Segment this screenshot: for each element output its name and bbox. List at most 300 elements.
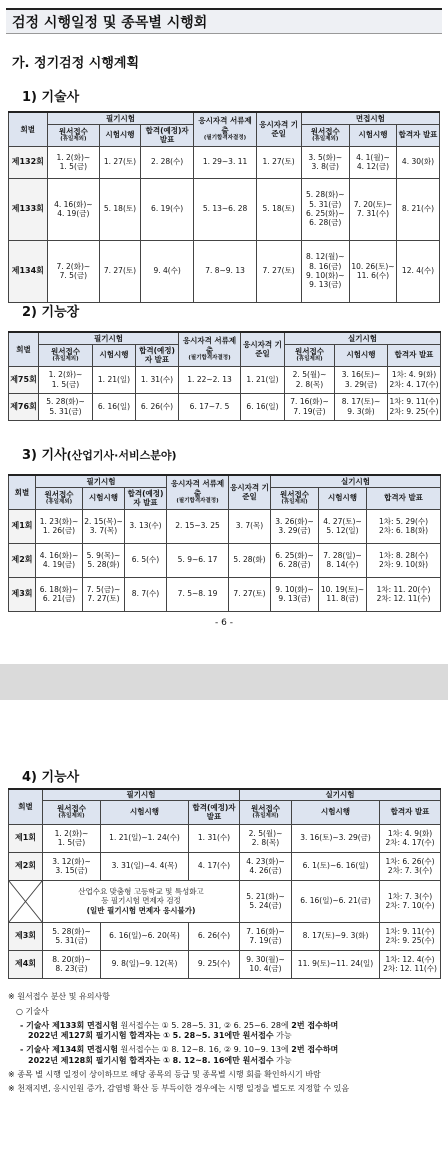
cell-p-exam — [292, 950, 380, 978]
header-p-exam: 시험시행 — [319, 487, 367, 509]
cell-apply — [43, 950, 101, 978]
schedule-table-engineer-industrial — [8, 474, 441, 612]
cell-line: 3. 31(일)~4. 4(목) — [111, 861, 178, 871]
table-row — [9, 509, 441, 543]
table-row — [9, 543, 441, 577]
cell-line: 3. 16(토)~3. 29(금) — [300, 833, 371, 843]
cell-line: 2차: 7. 10(수) — [385, 901, 435, 910]
cell-p-pass — [380, 824, 441, 852]
cell-line: 1. 27(토) — [103, 157, 137, 167]
round-cell: 제2회 — [9, 543, 36, 577]
cell-p-pass — [380, 922, 441, 950]
header-p-exam: 시험시행 — [335, 344, 388, 366]
cell-line: 10. 26(토)~ — [351, 261, 395, 271]
cell-docs — [167, 577, 229, 611]
cell-line: 6. 16(일)~6. 21(금) — [300, 896, 371, 906]
cell-line: 7. 27(토) — [87, 594, 120, 603]
header-practical: 실기시험 — [271, 475, 441, 487]
cell-line: 7. 20(토)~ — [353, 199, 393, 209]
cell-line: 3. 16(토)~ — [341, 370, 381, 380]
header-exam: 시험시행 — [83, 487, 125, 509]
cell-line: 1차: 7. 3(수) — [387, 891, 433, 901]
cell-line: 6. 19(수) — [151, 204, 184, 214]
header-basis: 응시자격 기준일 — [241, 332, 285, 366]
cell-p-exam — [319, 543, 367, 577]
cell-line: 1차: 5. 29(수) — [378, 516, 429, 526]
cell-line: 10. 4(금) — [249, 964, 282, 973]
cell-pass — [125, 509, 167, 543]
subsection-title: 가. 정기검정 시행계획 — [12, 56, 140, 71]
cell-apply — [47, 178, 100, 240]
header-p-apply: 원서접수 (휴일제외) — [301, 124, 349, 146]
cell-basis — [256, 146, 301, 178]
cell-p-exam — [292, 922, 380, 950]
cell-p-exam — [349, 240, 396, 302]
cell-line: 1. 2(화)~ — [48, 370, 83, 380]
section-title: 검정 시행일정 및 종목별 시행회 — [6, 8, 442, 34]
cell-line: 6. 18(화)~ — [39, 584, 79, 594]
cell-line: 5. 28(화) — [87, 560, 120, 569]
cell-basis — [241, 366, 285, 393]
note-bullet-134: - 기술사 제134회 면접시험 원서접수는 ① 8. 12~8. 16, ② 9. 10~9. 13에 2번 접수하며 — [20, 1045, 339, 1055]
round-cell: 제1회 — [9, 824, 43, 852]
cell-exam — [100, 240, 141, 302]
cell-line: 7. 2(화)~ — [56, 261, 91, 271]
cell-basis — [229, 509, 271, 543]
cell-line: 3. 7(목) — [89, 526, 118, 535]
cell-line: 1차: 6. 26(수) — [385, 856, 435, 866]
cell-line: 7. 5(금) — [59, 271, 88, 280]
cell-apply — [36, 577, 83, 611]
cell-line: 3. 8(금) — [311, 162, 339, 171]
page-2 — [0, 700, 448, 1162]
cell-line: 2차: 12. 11(수) — [376, 594, 431, 603]
header-written: 필기시험 — [36, 475, 167, 487]
cell-line: 9. 8(일)~9. 12(목) — [111, 959, 178, 969]
cell-line: 1. 21(일) — [246, 374, 279, 384]
cell-line: 4. 27(토)~ — [323, 516, 362, 526]
cell-line: 8. 17(토)~ — [341, 397, 381, 407]
cell-line: 2차: 12. 11(수) — [383, 964, 437, 973]
cell-apply — [43, 922, 101, 950]
table-title-master-craftsman: 2) 기능장 — [22, 305, 80, 320]
page-number: - 6 - — [215, 618, 233, 628]
cell-line: 6. 17~7. 5 — [189, 401, 230, 411]
header-practical: 실기시험 — [240, 789, 441, 800]
header-apply: 원서접수 (휴일제외) — [39, 344, 93, 366]
cell-line: 4. 26(금) — [249, 866, 282, 875]
cell-line: 1. 31(수) — [197, 833, 231, 843]
header-round: 회별 — [9, 112, 48, 146]
cell-line: 7. 27(토) — [103, 266, 137, 276]
cell-line: 1. 2(화)~ — [56, 152, 91, 162]
round-cell-crossed — [9, 880, 43, 922]
cell-line: 1. 2(화)~ — [54, 828, 89, 838]
cell-docs — [179, 393, 241, 420]
cell-line: 9. 4(수) — [153, 266, 181, 276]
cell-line: 2. 5(월)~ — [248, 828, 283, 838]
header-round: 회별 — [9, 789, 43, 824]
notes — [8, 992, 444, 1094]
cell-line: 2. 15~3. 25 — [175, 521, 220, 531]
cell-basis — [256, 240, 301, 302]
cell-line: 7. 5(금)~ — [86, 584, 121, 594]
cell-exam — [101, 852, 189, 880]
header-p-pass: 합격자 발표 — [388, 344, 441, 366]
cell-docs — [179, 366, 241, 393]
cell-basis — [229, 543, 271, 577]
cell-line: 1. 5(금) — [57, 838, 86, 847]
cell-line: 2차: 6. 18(화) — [378, 526, 429, 535]
cell-p-pass — [388, 366, 441, 393]
round-cell: 제3회 — [9, 922, 43, 950]
cell-pass — [140, 146, 194, 178]
header-docs: 응시자격 서류제출 (필기합격자결정) — [194, 112, 256, 146]
cell-line: 1. 31(수) — [140, 374, 174, 384]
cell-exam — [100, 146, 141, 178]
cell-line: 6. 5(수) — [131, 555, 160, 565]
cell-apply — [47, 240, 100, 302]
cell-line: 2. 28(수) — [151, 157, 184, 167]
cell-exam — [100, 178, 141, 240]
cell-p-apply — [301, 240, 349, 302]
round-cell: 제4회 — [9, 950, 43, 978]
header-p-exam: 시험시행 — [349, 124, 396, 146]
header-docs: 응시자격 서류제출 (필기합격자결정) — [167, 475, 229, 509]
header-p-exam: 시험시행 — [292, 800, 380, 824]
cell-line: 6. 21(금) — [42, 594, 76, 603]
table-row — [9, 240, 440, 302]
cell-line: 2차: 9. 10(화) — [378, 560, 429, 569]
cell-basis — [229, 577, 271, 611]
cell-line: 2. 8(목) — [295, 379, 324, 389]
cell-exam — [93, 393, 136, 420]
cell-basis — [256, 178, 301, 240]
special-exam-note-bold: (일반 필기시험 면제자 응시불가) — [86, 905, 196, 915]
cell-p-apply — [240, 922, 292, 950]
cell-line: 7. 16(화)~ — [290, 397, 329, 407]
cell-line: 8. 23(금) — [55, 964, 88, 973]
note-bullet-133: - 기술사 제133회 면접시험 원서접수는 ① 5. 28~5. 31, ② 6. 25~6. 28에 2번 접수하며 — [20, 1020, 339, 1030]
cell-line: 4. 16(화)~ — [54, 199, 93, 209]
cell-p-exam — [349, 146, 396, 178]
cell-line: 6. 1(토)~6. 16(일) — [302, 861, 369, 871]
cross-out-icon — [9, 881, 42, 922]
cell-p-pass — [397, 240, 440, 302]
cell-line: 9. 3(화) — [347, 406, 375, 416]
header-p-pass: 합격자 발표 — [367, 487, 441, 509]
cell-line: 3. 29(금) — [278, 526, 311, 535]
cell-pass — [189, 852, 240, 880]
cell-p-exam — [319, 509, 367, 543]
cell-line: 7. 5~8. 19 — [177, 589, 218, 599]
cell-line: 10. 19(토)~ — [320, 584, 365, 594]
table-row — [9, 366, 441, 393]
cell-p-apply — [285, 393, 335, 420]
cell-p-apply — [240, 852, 292, 880]
round-cell: 제2회 — [9, 852, 43, 880]
cell-apply — [36, 509, 83, 543]
cell-p-apply — [240, 950, 292, 978]
cell-line: 1차: 4. 9(화) — [387, 828, 433, 838]
round-cell: 제75회 — [9, 366, 39, 393]
cell-apply — [47, 146, 100, 178]
cell-line: 9. 13(금) — [309, 280, 342, 290]
note-bullet-134-line2: 2022년 제128회 필기시험 합격자는 ① 8. 12~8. 16에만 원서접수 가능 — [28, 1055, 292, 1065]
cell-p-exam — [319, 577, 367, 611]
cell-line: 7. 19(금) — [249, 936, 282, 945]
cell-exam — [101, 950, 189, 978]
cell-line: 4. 12(금) — [356, 162, 390, 171]
cell-line: 3. 26(화)~ — [275, 516, 314, 526]
cell-line: 1차: 11. 20(수) — [376, 584, 431, 594]
cell-line: 7. 27(토) — [233, 589, 266, 599]
cell-line: 3. 5(화)~ — [308, 152, 343, 162]
cell-apply — [39, 393, 93, 420]
cell-line: 6. 26(수) — [140, 401, 174, 411]
cell-line: 2차: 7. 3(수) — [387, 866, 433, 875]
table-title-craftsman: 4) 기능사 — [22, 770, 80, 785]
cell-line: 2. 15(목)~ — [84, 516, 123, 526]
cell-line: 7. 19(금) — [293, 406, 326, 416]
header-round: 회별 — [9, 475, 36, 509]
header-practical: 실기시험 — [285, 332, 441, 344]
header-basis: 응시자격 기준일 — [229, 475, 271, 509]
cell-pass — [189, 922, 240, 950]
cell-line: 2차: 9. 25(수) — [389, 406, 439, 416]
cell-line: 2차: 9. 25(수) — [385, 936, 435, 945]
header-pass: 합격(예정)자 발표 — [140, 124, 194, 146]
cell-p-pass — [397, 146, 440, 178]
cell-p-apply — [301, 178, 349, 240]
cell-line: 2. 5(월)~ — [292, 370, 327, 380]
cell-line: 9. 30(월)~ — [246, 954, 285, 964]
cell-pass — [189, 824, 240, 852]
header-p-apply: 원서접수 (휴일제외) — [240, 800, 292, 824]
cell-p-exam — [292, 824, 380, 852]
cell-line: 2. 8(목) — [251, 838, 280, 847]
cell-line: 8. 7(수) — [131, 589, 160, 599]
cell-line: 4. 16(화)~ — [39, 550, 79, 560]
cell-pass — [136, 366, 179, 393]
cell-p-apply — [271, 543, 319, 577]
cell-line: 1. 21(일) — [97, 374, 131, 384]
header-practical: 면접시험 — [301, 112, 439, 124]
round-cell: 제133회 — [9, 178, 48, 240]
cell-docs — [194, 178, 256, 240]
header-written: 필기시험 — [43, 789, 240, 800]
table-title-engineer-industrial: 3) 기사(산업기사·서비스분야) — [22, 448, 177, 463]
cell-p-apply — [271, 509, 319, 543]
cell-line: 6. 25(화)~ — [306, 209, 345, 218]
cell-apply — [39, 366, 93, 393]
cell-p-pass — [380, 852, 441, 880]
round-cell: 제1회 — [9, 509, 36, 543]
cell-basis — [241, 393, 285, 420]
cell-p-exam — [292, 852, 380, 880]
header-exam: 시험시행 — [93, 344, 136, 366]
cell-p-pass — [380, 880, 441, 922]
table-row — [9, 950, 441, 978]
cell-line: 7. 8~9. 13 — [205, 266, 245, 276]
cell-line: 1차: 4. 9(화) — [391, 370, 437, 380]
cell-line: 5. 24(금) — [249, 901, 282, 910]
cell-pass — [136, 393, 179, 420]
cell-line: 3. 12(화)~ — [52, 856, 91, 866]
special-exam-note — [43, 880, 240, 922]
cell-line: 6. 16(일) — [246, 401, 279, 411]
header-written: 필기시험 — [39, 332, 179, 344]
cell-line: 6. 26(수) — [197, 931, 231, 941]
notes-circle-item: ○ 기술사 — [16, 1006, 49, 1016]
cell-line: 7. 28(일)~ — [323, 550, 362, 560]
cell-line: 6. 16(일) — [97, 401, 131, 411]
cell-line: 5. 31(금) — [309, 199, 342, 209]
cell-p-exam — [335, 393, 388, 420]
header-docs: 응시자격 서류제출 (필기합격자결정) — [179, 332, 241, 366]
header-p-apply: 원서접수 (휴일제외) — [285, 344, 335, 366]
cell-p-pass — [380, 950, 441, 978]
cell-line: 1. 22~2. 13 — [187, 374, 232, 384]
cell-line: 4. 19(금) — [42, 560, 76, 569]
cell-line: 3. 13(수) — [129, 521, 162, 531]
cell-docs — [167, 509, 229, 543]
cell-p-exam — [292, 880, 380, 922]
cell-line: 2차: 4. 17(수) — [385, 838, 435, 847]
cell-exam — [83, 543, 125, 577]
cell-line: 6. 16(일)~6. 20(목) — [109, 931, 180, 941]
cell-line: 5. 13~6. 28 — [202, 204, 248, 214]
header-p-pass: 합격자 발표 — [397, 124, 440, 146]
cell-line: 1. 23(화)~ — [39, 516, 79, 526]
cell-docs — [167, 543, 229, 577]
round-cell: 제3회 — [9, 577, 36, 611]
cell-p-apply — [271, 577, 319, 611]
cell-pass — [125, 577, 167, 611]
cell-pass — [140, 240, 194, 302]
cell-line: 5. 31(금) — [49, 406, 82, 416]
cell-line: 6. 28(금) — [309, 218, 342, 228]
cell-line: 4. 19(금) — [57, 209, 90, 218]
note-schedule-change: ※ 천재지변, 응시인원 증가, 감염병 확산 등 부득이한 경우에는 시행 일정을 별도로 지정할 수 있음 — [8, 1083, 350, 1093]
page-gap — [0, 664, 448, 700]
cell-line: 9. 13(금) — [278, 594, 311, 603]
table-row — [9, 393, 441, 420]
cell-line: 5. 9~6. 17 — [177, 555, 218, 565]
cell-line: 5. 18(토) — [103, 204, 137, 214]
cell-p-apply — [301, 146, 349, 178]
cell-exam — [101, 824, 189, 852]
cell-line: 4. 17(수) — [197, 861, 231, 871]
cell-pass — [140, 178, 194, 240]
schedule-table-master-craftsman — [8, 331, 441, 421]
cell-line: 2차: 4. 17(수) — [389, 379, 439, 389]
notes-heading: ※ 원서접수 분산 및 유의사항 — [8, 992, 110, 1001]
cell-line: 1. 21(일)~1. 24(수) — [109, 833, 180, 843]
schedule-table-professional-engineer — [8, 111, 440, 303]
cell-docs — [194, 146, 256, 178]
cell-line: 6. 28(금) — [278, 560, 311, 569]
cell-p-pass — [388, 393, 441, 420]
cell-line: 1차: 8. 28(수) — [378, 550, 429, 560]
cell-line: 4. 30(화) — [401, 157, 435, 167]
cell-line: 1. 27(토) — [262, 157, 295, 167]
cell-line: 8. 20(화)~ — [52, 954, 91, 964]
cell-line: 8. 17(토)~9. 3(화) — [302, 931, 369, 941]
cell-line: 11. 9(토)~11. 24(일) — [297, 959, 374, 969]
cell-line: 5. 28(화)~ — [46, 397, 85, 407]
cell-line: 산업수요 맞춤형 고등학교 및 특성화고 — [78, 886, 204, 896]
cell-apply — [43, 852, 101, 880]
note-bullet-133-line2: 2022년 제127회 필기시험 합격자는 ① 5. 28~5. 31에만 원서접수 가능 — [28, 1031, 292, 1041]
header-pass: 합격(예정)자 발표 — [136, 344, 179, 366]
cell-exam — [83, 577, 125, 611]
cell-apply — [36, 543, 83, 577]
cell-p-pass — [397, 178, 440, 240]
cell-line: 5. 28(화) — [233, 555, 266, 565]
header-p-pass: 합격자 발표 — [380, 800, 441, 824]
cell-exam — [93, 366, 136, 393]
table-row — [9, 922, 441, 950]
cell-line: 1. 5(금) — [51, 379, 80, 389]
cell-line: 5. 31(금) — [55, 936, 88, 945]
cell-line: 7. 16(화)~ — [246, 926, 285, 936]
cell-p-pass — [367, 577, 441, 611]
cell-p-pass — [367, 509, 441, 543]
cell-pass — [125, 543, 167, 577]
cell-line: 5. 18(토) — [262, 204, 295, 214]
cell-apply — [43, 824, 101, 852]
cell-line: 1차: 12. 4(수) — [385, 954, 435, 964]
table-row — [9, 880, 441, 922]
cell-line: 8. 21(수) — [401, 204, 435, 214]
cell-line: 5. 28(화)~ — [52, 926, 91, 936]
cell-line: 7. 31(수) — [356, 209, 390, 218]
table-row — [9, 577, 441, 611]
cell-line: 3. 7(목) — [235, 521, 264, 531]
note-schedule-differs: ※ 종목 별 시행 일정이 상이하므로 해당 종목의 등급 및 종목별 시행 회를 확인하시기 바람 — [8, 1069, 321, 1079]
cell-line: 9. 25(수) — [197, 959, 231, 969]
header-apply: 원서접수 (휴일제외) — [43, 800, 101, 824]
cell-line: 9. 10(화)~ — [306, 271, 345, 280]
cell-line: 4. 23(화)~ — [246, 856, 285, 866]
cell-line: 5. 21(화)~ — [246, 891, 285, 901]
header-exam: 시험시행 — [100, 124, 141, 146]
round-cell: 제76회 — [9, 393, 39, 420]
cell-p-exam — [349, 178, 396, 240]
cell-line: 11. 6(수) — [356, 271, 390, 280]
cell-line: 9. 10(화)~ — [275, 584, 314, 594]
cell-line: 4. 1(월)~ — [356, 152, 390, 162]
cell-line: 3. 29(금) — [344, 379, 378, 389]
cell-exam — [101, 922, 189, 950]
header-pass: 합격(예정)자 발표 — [125, 487, 167, 509]
table-row — [9, 852, 441, 880]
cell-line: 6. 25(화)~ — [275, 550, 314, 560]
cell-p-exam — [335, 366, 388, 393]
cell-line: 7. 27(토) — [262, 266, 295, 276]
cell-docs — [194, 240, 256, 302]
cell-line: 등 필기시험 면제자 검정 — [101, 896, 181, 906]
header-round: 회별 — [9, 332, 39, 366]
cell-line: 5. 12(일) — [326, 526, 359, 535]
header-apply: 원서접수 (휴일제외) — [36, 487, 83, 509]
header-exam: 시험시행 — [101, 800, 189, 824]
header-apply: 원서접수 (휴일제외) — [47, 124, 100, 146]
cell-line: 12. 4(수) — [401, 266, 435, 276]
table-row — [9, 824, 441, 852]
cell-line: 1차: 9. 11(수) — [389, 397, 439, 407]
